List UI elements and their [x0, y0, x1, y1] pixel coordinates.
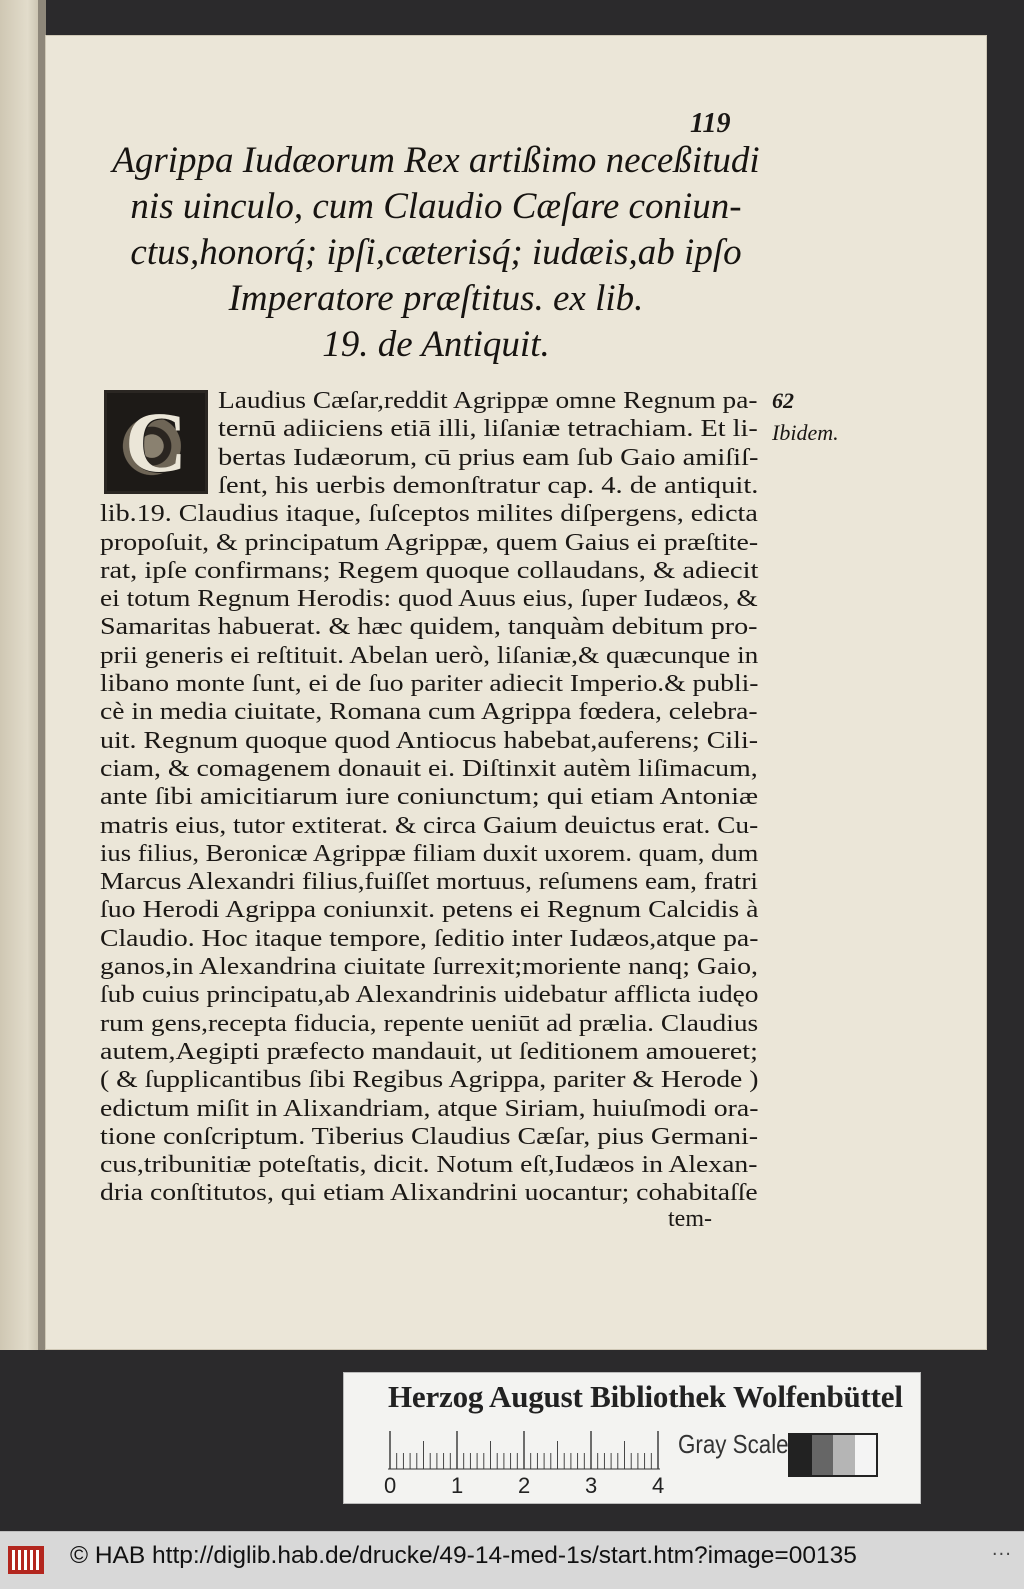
- chapter-heading: [100, 138, 772, 368]
- hab-logo-icon: [8, 1546, 44, 1574]
- body-line: prii generis ei reſtituit. Abelan uerò, liſaniæ,& quæcunque in: [100, 641, 759, 669]
- body-line: ciam, & comagenem donauit ei. Diſtinxit autèm liſimacum,: [100, 754, 758, 782]
- margin-note-number: 62: [772, 388, 794, 413]
- heading-line: Agrippa Iudæorum Rex artißimo neceßitudi: [112, 140, 760, 181]
- ruler-number: 4: [652, 1473, 665, 1498]
- initial-letter: C: [124, 394, 188, 490]
- body-line: ante ſibi amicitiarum iure coniunctum; qui etiam Antoniæ: [100, 783, 759, 811]
- gray-swatch: [790, 1435, 812, 1475]
- gray-swatch: [833, 1435, 855, 1475]
- body-line: rat, ipſe confirmans; Regem quoque collaudans, & adiecit: [100, 556, 759, 584]
- ruler-number: 1: [451, 1473, 464, 1498]
- body-line: cè in media ciuitate, Romana cum Agrippa fœdera, celebra-: [100, 698, 758, 726]
- body-line: ſub cuius principatu,ab Alexandrinis uidebatur afflicta iudęo: [100, 981, 759, 1009]
- heading-line: Imperatore præſtitus. ex lib.: [228, 278, 644, 319]
- body-line: propoſuit, & principatum Agrippæ, quem Gaius ei præſtite-: [100, 528, 759, 556]
- viewer-footer: [0, 1531, 1024, 1589]
- body-line: lib.19. Claudius itaque, ſuſceptos milites diſpergens, edicta: [100, 500, 758, 528]
- body-line: ei totum Regnum Herodis: quod Auus eius, ſuper Iudæos, &: [100, 585, 758, 613]
- gray-swatch: [812, 1435, 834, 1475]
- margin-note-reference: Ibidem.: [772, 420, 839, 445]
- body-line: Marcus Alexandri filius,fuiſſet mortuus, reſumens eam, fratri: [100, 868, 758, 896]
- body-line: uit. Regnum quoque quod Antiocus habebat,auferens; Cili-: [100, 726, 759, 754]
- body-line: Claudio. Hoc itaque tempore, ſeditio inter Iudæos,atque pa-: [100, 924, 759, 952]
- gray-scale-swatches: [788, 1433, 878, 1477]
- more-icon[interactable]: ···: [991, 1544, 1012, 1565]
- body-line: Laudius Cæſar,reddit Agrippæ omne Regnum pa-: [218, 387, 758, 414]
- gray-scale-label: Gray Scale: [678, 1429, 789, 1459]
- facing-page-edge: [0, 0, 46, 1350]
- body-line: dria conſtitutos, qui etiam Alixandrini uocantur; cohabitaſſe: [100, 1179, 758, 1207]
- body-line: ternū adiiciens etiā illi, liſaniæ tetrachiam. Et li-: [218, 415, 758, 443]
- library-name: Herzog August Bibliothek Wolfenbüttel: [388, 1379, 903, 1414]
- gray-swatch: [855, 1435, 877, 1475]
- heading-line: ctus,honorq́; ipſi,cæterisq́; iudæis,ab ipſo: [130, 232, 742, 273]
- body-line: Samaritas habuerat. & hæc quidem, tanquàm debitum pro-: [100, 613, 758, 641]
- body-line: ſent, his uerbis demonſtratur cap. 4. de antiquit.: [218, 471, 759, 499]
- decorated-initial: [104, 390, 208, 494]
- body-line: matris eius, tutor extiterat. & circa Gaium deuictus erat. Cu-: [100, 811, 759, 839]
- body-line: cus,tribunitiæ poteſtatis, dicit. Notum eſt,Iudæos in Alexan-: [100, 1151, 758, 1179]
- body-line: edictum miſit in Alixandriam, atque Siriam, huiuſmodi ora-: [100, 1094, 759, 1122]
- color-scale-card: [343, 1372, 921, 1504]
- body-line: ius filius, Beronicæ Agrippæ filiam duxit uxorem. quam, dum: [100, 839, 759, 867]
- source-url-link[interactable]: © HAB http://diglib.hab.de/drucke/49-14-med-1s/start.htm?image=00135: [70, 1542, 857, 1569]
- body-line: ( & ſupplicantibus ſibi Regibus Agrippa, pariter & Herode ): [100, 1066, 759, 1094]
- heading-line: 19. de Antiquit.: [322, 324, 550, 365]
- ruler-scale: [388, 1431, 660, 1471]
- body-line: tione conſcriptum. Tiberius Claudius Cæſar, pius Germani-: [100, 1122, 759, 1150]
- body-line: autem,Aegipti præfecto mandauit, ut ſeditionem amoueret;: [100, 1037, 758, 1065]
- body-line: ganos,in Alexandrina ciuitate ſurrexit;moriente nanq; Gaio,: [100, 953, 758, 980]
- body-line: libano monte ſunt, ei de ſuo pariter adiecit Imperio.& publi-: [100, 670, 759, 697]
- ruler-number: 0: [384, 1473, 397, 1498]
- ruler-number: 2: [518, 1473, 531, 1498]
- body-line: ſuo Herodi Agrippa coniunxit. petens ei Regnum Calcidis à: [100, 896, 759, 924]
- page-number: 119: [690, 108, 731, 139]
- body-line: bertas Iudæorum, cū prius eam ſub Gaio amiſiſ-: [218, 443, 759, 471]
- catchword: tem-: [668, 1206, 712, 1232]
- heading-line: nis uinculo, cum Claudio Cæſare coniun-: [130, 186, 742, 227]
- ruler-number: 3: [585, 1473, 598, 1498]
- body-line: rum gens,recepta fiducia, repente ueniūt ad prælia. Claudius: [100, 1009, 759, 1037]
